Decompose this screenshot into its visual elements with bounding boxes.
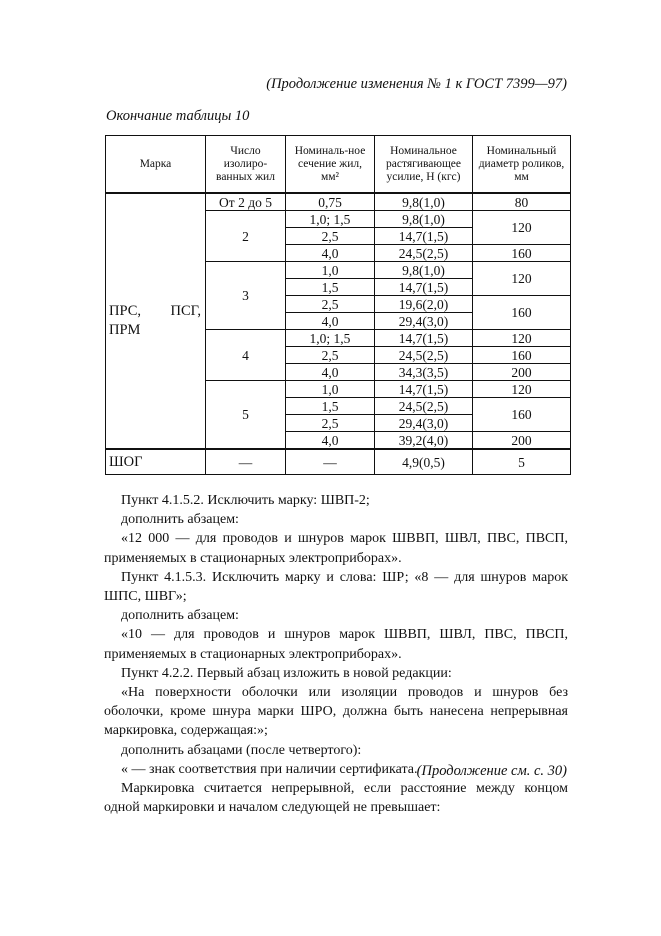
force-cell: 34,3(3,5) (375, 364, 473, 381)
table-row (106, 193, 571, 211)
diameter-cell: 120 (473, 381, 571, 398)
force-cell: 24,5(2,5) (375, 347, 473, 364)
column-header-mark: Марка (106, 136, 206, 194)
cores-cell: От 2 до 5 (206, 193, 286, 211)
force-cell: 29,4(3,0) (375, 313, 473, 330)
diameter-cell: 5 (473, 449, 571, 475)
paragraph: «На поверхности оболочки или изоляции проводов и шнуров без оболочки, кроме шнура марки ШРО, должна быть нанесена непрерывная маркировка, содержащая:»; (104, 685, 568, 739)
cores-cell: 2 (206, 211, 286, 262)
paragraph: дополнить абзацем: (121, 608, 239, 624)
force-cell: 9,8(1,0) (375, 262, 473, 279)
force-cell: 29,4(3,0) (375, 415, 473, 432)
diameter-cell: 120 (473, 330, 571, 347)
table-row (106, 449, 571, 475)
section-cell: 0,75 (286, 193, 375, 211)
section-cell: 2,5 (286, 228, 375, 245)
cores-cell: 3 (206, 262, 286, 330)
column-header-diameter: Номинальный диаметр роликов, мм (473, 136, 571, 194)
table-caption: Окончание таблицы 10 (106, 108, 250, 124)
force-cell: 14,7(1,5) (375, 279, 473, 296)
section-cell: 2,5 (286, 296, 375, 313)
section-cell: 1,5 (286, 279, 375, 296)
diameter-cell: 200 (473, 432, 571, 450)
section-cell: 2,5 (286, 415, 375, 432)
force-cell: 9,8(1,0) (375, 211, 473, 228)
section-cell: 1,0; 1,5 (286, 330, 375, 347)
diameter-cell: 160 (473, 398, 571, 432)
diameter-cell: 160 (473, 296, 571, 330)
specification-table (105, 135, 571, 475)
diameter-cell: 80 (473, 193, 571, 211)
section-cell: 4,0 (286, 432, 375, 450)
force-cell: 24,5(2,5) (375, 398, 473, 415)
paragraph: Маркировка считается непрерывной, если расстояние между концом одной маркировки и началом следующей не превышает: (104, 781, 568, 816)
section-cell: 4,0 (286, 313, 375, 330)
force-cell: 19,6(2,0) (375, 296, 473, 313)
paragraph: «12 000 — для проводов и шнуров марок ШВВП, ШВЛ, ПВС, ПВСП, применяемых в стационарных электроприборах». (104, 531, 568, 566)
force-cell: 39,2(4,0) (375, 432, 473, 450)
force-cell: 14,7(1,5) (375, 381, 473, 398)
cores-cell: 4 (206, 330, 286, 381)
column-header-force: Номинальное растягивающее усилие, Н (кгс) (375, 136, 473, 194)
diameter-cell: 120 (473, 262, 571, 296)
cores-cell: 5 (206, 381, 286, 450)
mark-cell: ПРС, ПСГ, ПРМ (106, 193, 206, 449)
section-cell: 1,0 (286, 381, 375, 398)
force-cell: 9,8(1,0) (375, 193, 473, 211)
section-cell: — (286, 449, 375, 475)
diameter-cell: 200 (473, 364, 571, 381)
diameter-cell: 160 (473, 347, 571, 364)
paragraph: Пункт 4.2.2. Первый абзац изложить в новой редакции: (121, 665, 452, 681)
diameter-cell: 160 (473, 245, 571, 262)
force-cell: 4,9(0,5) (375, 449, 473, 475)
section-cell: 1,0; 1,5 (286, 211, 375, 228)
section-cell: 1,0 (286, 262, 375, 279)
section-cell: 4,0 (286, 245, 375, 262)
section-cell: 2,5 (286, 347, 375, 364)
paragraph: Пункт 4.1.5.2. Исключить марку: ШВП-2; (121, 493, 370, 508)
column-header-section: Номиналь-ное сечение жил, мм² (286, 136, 375, 194)
section-cell: 4,0 (286, 364, 375, 381)
table-header-row (106, 136, 571, 194)
column-header-cores: Число изолиро-ванных жил (206, 136, 286, 194)
page-footer: (Продолжение см. с. 30) (416, 763, 567, 779)
page-header: (Продолжение изменения № 1 к ГОСТ 7399—97) (266, 76, 567, 92)
section-cell: 1,5 (286, 398, 375, 415)
mark-cell: ШОГ (106, 449, 206, 475)
paragraph: «10 — для проводов и шнуров марок ШВВП, ШВЛ, ПВС, ПВСП, применяемых в стационарных электроприборах». (104, 627, 568, 662)
force-cell: 24,5(2,5) (375, 245, 473, 262)
force-cell: 14,7(1,5) (375, 330, 473, 347)
diameter-cell: 120 (473, 211, 571, 245)
paragraph: Пункт 4.1.5.3. Исключить марку и слова: ШР; «8 — для шнуров марок ШПС, ШВГ»; (104, 569, 568, 605)
paragraph: дополнить абзацем: (121, 512, 239, 528)
force-cell: 14,7(1,5) (375, 228, 473, 245)
paragraph: « — знак соответствия при наличии сертификата. (121, 761, 418, 777)
cores-cell: — (206, 449, 286, 475)
paragraph: дополнить абзацами (после четвертого): (121, 742, 362, 758)
